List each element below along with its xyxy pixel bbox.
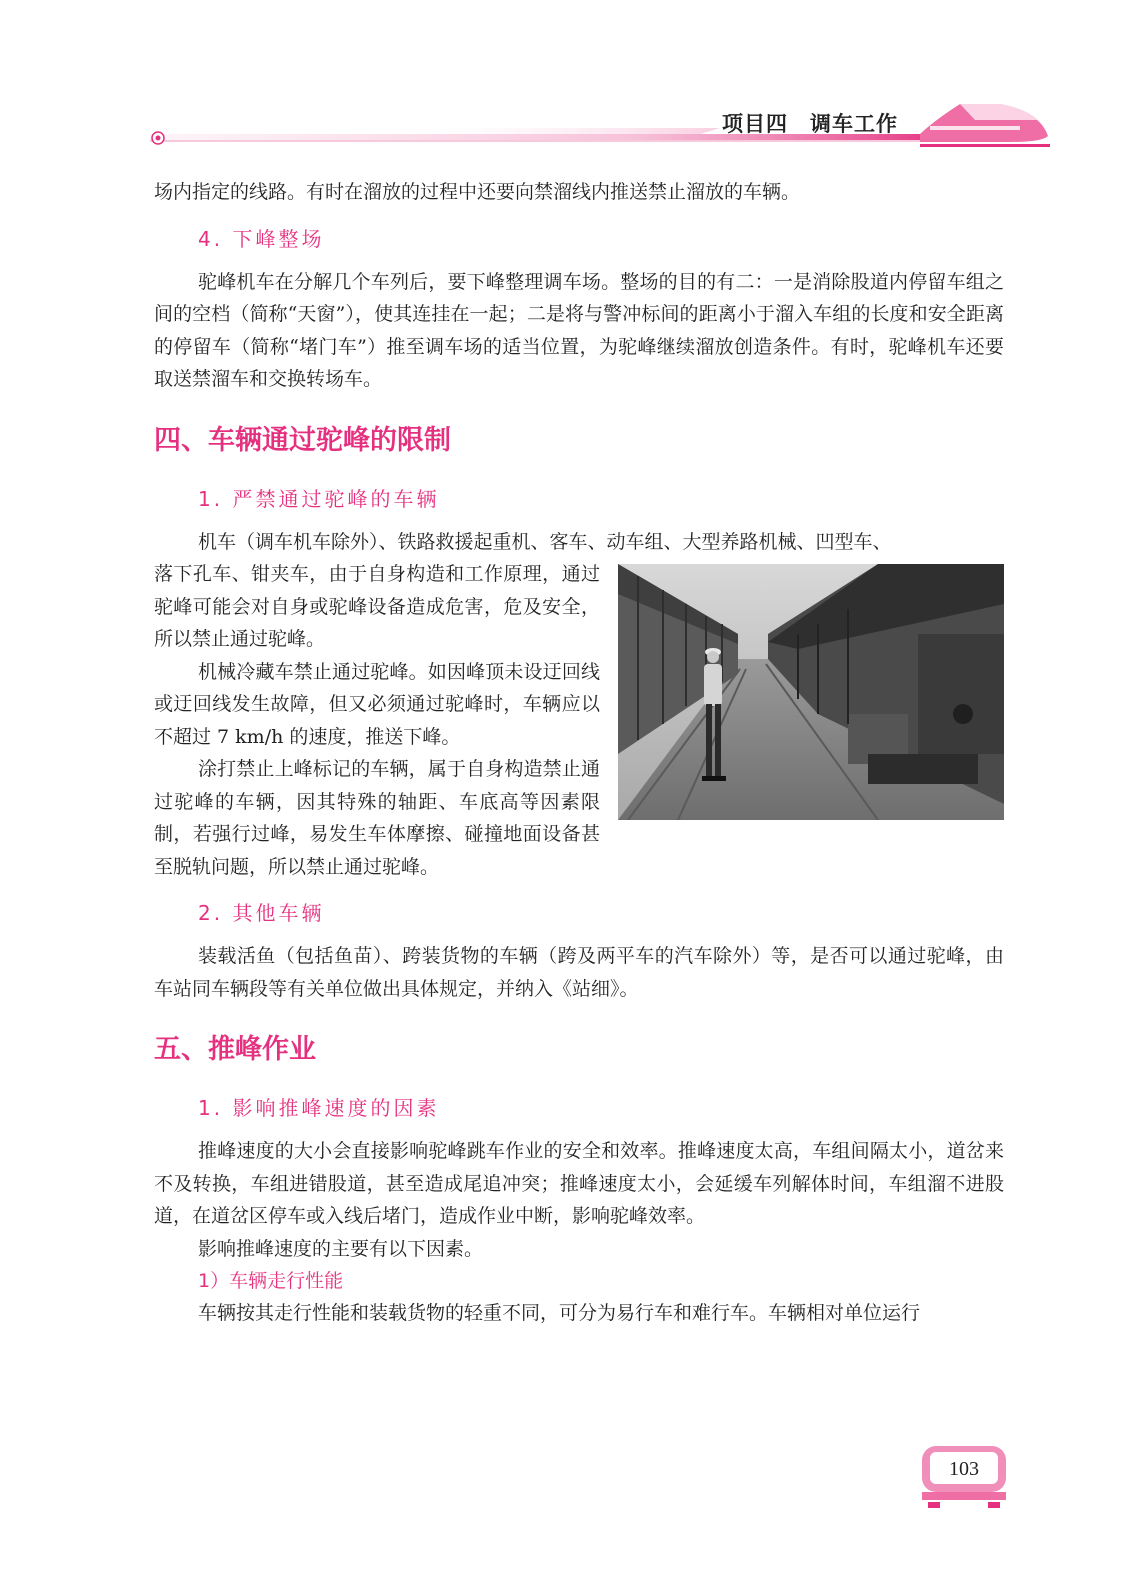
paragraph: 车辆按其走行性能和装载货物的轻重不同，可分为易行车和难行车。车辆相对单位运行	[198, 1302, 921, 1324]
page-number: 103	[949, 1458, 979, 1480]
paragraph: 装载活鱼（包括鱼苗）、跨装货物的车辆（跨及两平车的汽车除外）等，是否可以通过驼峰，由车站同车辆段等有关单位做出具体规定，并纳入《站细》。	[154, 945, 1004, 1000]
chapter-heading: 五、推峰作业	[154, 1034, 316, 1065]
page-number-badge	[918, 1442, 1010, 1512]
paragraph: 推峰速度的大小会直接影响驼峰跳车作业的安全和效率。推峰速度太高，车组间隔太小，道岔来不及转换，车组进错股道，甚至造成尾追冲突；推峰速度太小，会延缓车列解体时间，车组溜不进股道，在道岔区停车或入线后堵门，造成作业中断，影响驼峰效率。	[154, 1140, 1004, 1227]
section-heading: 1. 影响推峰速度的因素	[198, 1096, 440, 1120]
chapter-heading: 四、车辆通过驼峰的限制	[154, 424, 451, 456]
paragraph: 驼峰机车在分解几个车列后，要下峰整理调车场。整场的目的有二：一是消除股道内停留车组之间的空档（简称“天窗”），使其连挂在一起；二是将与警冲标间的距离小于溜入车组的长度和安全距离的停留车（简称“堵门车”）推至调车场的适当位置，为驼峰继续溜放创造条件。有时，驼峰机车还要取送禁溜车和交换转场车。	[154, 270, 1004, 390]
paragraph: 场内指定的线路。有时在溜放的过程中还要向禁溜线内推送禁止溜放的车辆。	[154, 181, 801, 203]
header-train-decoration	[0, 90, 1127, 160]
section-heading: 2. 其他车辆	[198, 901, 325, 925]
running-header	[0, 90, 1127, 160]
section-heading: 4. 下峰整场	[198, 226, 325, 251]
paragraph: 落下孔车、钳夹车，由于自身构造和工作原理，通过驼峰可能会对自身或驼峰设备造成危害，危及安全，所以禁止通过驼峰。	[154, 563, 600, 650]
item-heading: 1）车辆走行性能	[198, 1270, 344, 1292]
section-heading: 1. 严禁通过驼峰的车辆	[198, 486, 440, 511]
paragraph: 影响推峰速度的主要有以下因素。	[198, 1237, 484, 1260]
paragraph: 机械冷藏车禁止通过驼峰。如因峰顶未设迂回线或迂回线发生故障，但又必须通过驼峰时，车辆应以不超过 7 km/h 的速度，推送下峰。	[154, 660, 600, 748]
paragraph: 涂打禁止上峰标记的车辆，属于自身构造禁止通过驼峰的车辆，因其特殊的轴距、车底高等因素限制，若强行过峰，易发生车体摩擦、碰撞地面设备甚至脱轨问题，所以禁止通过驼峰。	[154, 758, 600, 878]
page-body	[154, 176, 1004, 1330]
paragraph-lead: 机车（调车机车除外）、铁路救援起重机、客车、动车组、大型养路机械、凹型车、	[198, 530, 892, 553]
photo-hump-yard-freight-cars	[618, 564, 1004, 820]
header-title: 项目四 调车工作	[722, 112, 898, 136]
paragraph	[154, 526, 1004, 559]
